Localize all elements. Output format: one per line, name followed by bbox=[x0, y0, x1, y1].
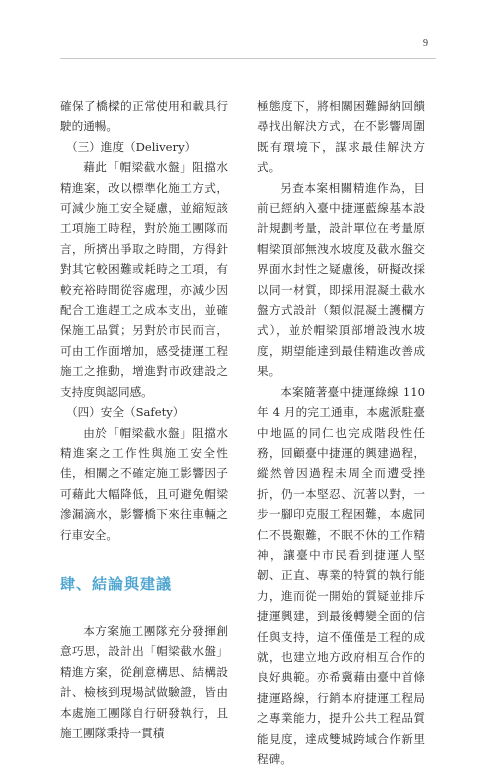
header-rule bbox=[60, 58, 436, 59]
left-column bbox=[60, 96, 228, 743]
continued-paragraph-right: 極態度下，將相關困難歸納回饋尋找出解決方式，在不影響周圍既有環境下，謀求最佳解決方式。 bbox=[257, 99, 425, 175]
delivery-heading: （三）進度（Delivery） bbox=[66, 139, 197, 154]
safety-heading: （四）安全（Safety） bbox=[66, 405, 185, 420]
continued-paragraph: 確保了橋樑的正常使用和載具行駛的通暢。 bbox=[60, 99, 228, 134]
design-paragraph: 另查本案相關精進作為，目前已經納入臺中捷運藍線基本設計規劃考量，設計單位在考量原帽梁頂部無洩水坡度及截水盤交界面水封性之疑慮後，研擬改採以同一材質，即採用混凝土截水盤方式設計（類似混凝土護欄方式），並於帽梁頂部增設洩水坡度，期望能達到最佳精進改善成果。 bbox=[257, 180, 425, 379]
closing-paragraph: 本案隨著臺中捷運綠線 110 年 4 月的完工通車，本處派駐臺中地區的同仁也完成階段性任務，回顧臺中捷運的興建過程，縱然曾因過程未周全而遭受挫折，仍一本堅忍、沉著以對，一步一腳印克服工程困難，本處同仁不畏艱難，不眠不休的工作精神，讓臺中市民看到捷運人堅韌、正直、專業的特質的執行能力，進而從一開始的質疑並排斥捷運興建，到最後轉變全面的信任與支持，這不僅僅是工程的成就，也建立地方政府相互合作的良好典範。亦希冀藉由臺中首條捷運路線，行銷本府捷運工程局之專業能力，提升公共工程品質能見度，達成雙城跨域合作新里程碑。 bbox=[257, 384, 425, 766]
right-column bbox=[257, 96, 425, 769]
safety-paragraph: 由於「帽梁截水盤」阻擋水精進案之工作性與施工安全性佳，相關之不確定施工影響因子可藉此大幅降低，且可避免帽梁滲漏滴水，影響橋下來往車輛之行車安全。 bbox=[60, 425, 228, 542]
delivery-paragraph: 藉此「帽梁截水盤」阻擋水精進案，改以標準化施工方式，可減少施工安全疑慮，並縮短該工項施工時程，對於施工團隊而言，所擠出爭取之時間，方得針對其它較困難或耗時之工項，有較充裕時間從容處理，亦減少因配合工進趕工之成本支出，並確保施工品質；另對於市民而言，可由工作面增加，感受捷運工程施工之推動，增進對市政建設之支持度與認同感。 bbox=[60, 160, 228, 399]
chapter-title: 肆、結論與建議 bbox=[60, 574, 173, 593]
page-number: 9 bbox=[423, 38, 428, 49]
conclusion-paragraph: 本方案施工團隊充分發揮創意巧思，設計出「帽梁截水盤」精進方案，從創意構思、結構設計、檢核到現場試做驗證，皆由本處施工團隊自行研發執行，且施工團隊秉持一貫積 bbox=[60, 623, 228, 740]
